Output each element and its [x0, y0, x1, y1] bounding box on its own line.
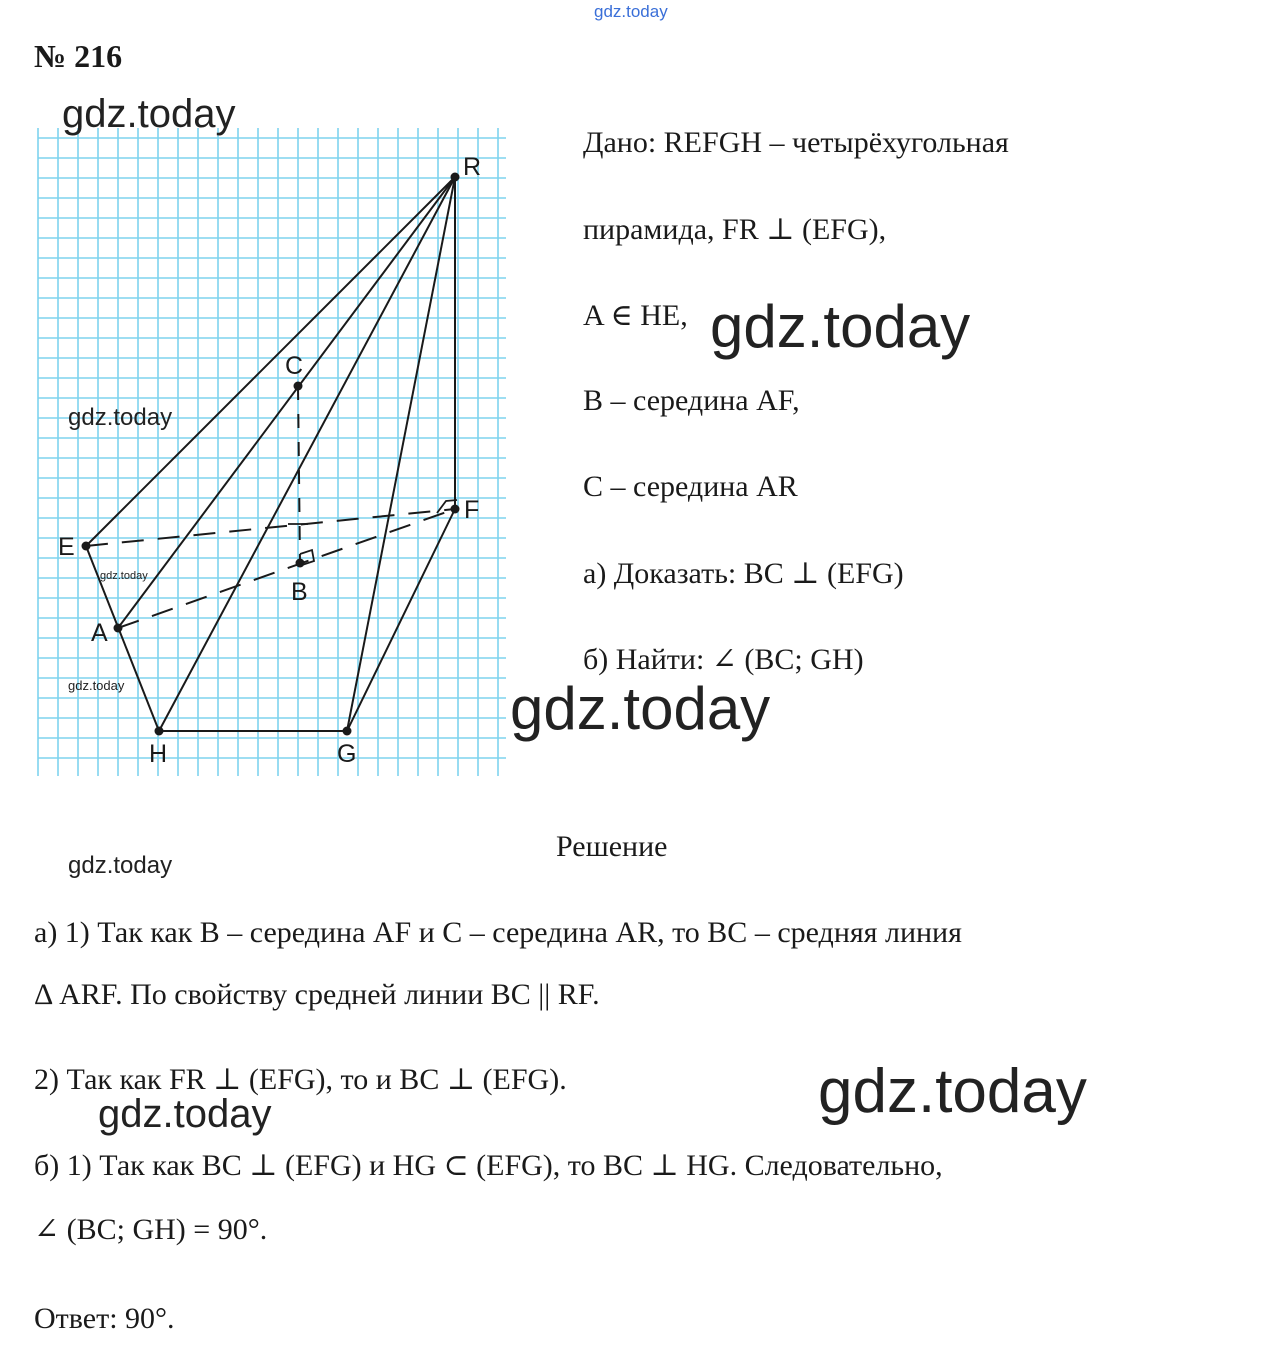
point-B [296, 559, 305, 568]
label-E: E [58, 533, 75, 561]
label-H: H [149, 740, 168, 768]
point-H [155, 727, 164, 736]
solution-a1-line-2: Δ ARF. По свойству средней линии BC || RF. [34, 978, 600, 1011]
watermark: gdz.today [710, 293, 971, 360]
solution-a1-line-1: а) 1) Так как B – середина AF и C – середина AR, то BC – средняя линия [34, 916, 962, 949]
answer: Ответ: 90°. [34, 1302, 175, 1335]
given-line-1: Дано: REFGH – четырёхугольная [583, 126, 1009, 159]
watermark: gdz.today [818, 1057, 1087, 1126]
solution-b1-line-1: б) 1) Так как BC ⊥ (EFG) и HG ⊂ (EFG), то BC ⊥ HG. Следовательно, [34, 1149, 943, 1182]
edge-RA [118, 177, 455, 628]
given-line-5: C – середина AR [583, 470, 798, 503]
watermark: gdz.today [510, 675, 771, 742]
problem-number: № 216 [34, 38, 123, 74]
label-R: R [463, 153, 482, 181]
given-line-6: а) Доказать: BC ⊥ (EFG) [583, 557, 904, 590]
label-A: A [91, 619, 108, 647]
pyramid-edges [86, 177, 455, 731]
given-line-7: б) Найти: ∠ (BC; GH) [583, 643, 864, 676]
watermark: gdz.today [62, 92, 236, 136]
edge-RE [86, 177, 455, 546]
watermark: gdz.today [98, 1092, 272, 1136]
point-C [294, 382, 303, 391]
label-G: G [337, 740, 357, 768]
solution-b1-line-2: ∠ (BC; GH) = 90°. [34, 1213, 268, 1246]
watermark: gdz.today [68, 678, 125, 693]
label-B: B [291, 578, 308, 606]
point-G [343, 727, 352, 736]
label-F: F [464, 496, 480, 524]
point-R [451, 173, 460, 182]
solution-title: Решение [556, 830, 668, 863]
point-F [451, 505, 460, 514]
point-E [82, 542, 91, 551]
given-line-4: B – середина AF, [583, 384, 800, 417]
watermark: gdz.today [68, 852, 173, 879]
top-watermark: gdz.today [594, 2, 668, 21]
watermark: gdz.today [68, 404, 173, 431]
edge-RH [159, 177, 455, 731]
given-line-3: A ∈ HE, [583, 299, 688, 332]
given-line-2: пирамида, FR ⊥ (EFG), [583, 213, 887, 246]
solution-a2: 2) Так как FR ⊥ (EFG), то и BC ⊥ (EFG). [34, 1063, 567, 1096]
label-C: C [285, 352, 304, 380]
watermark: gdz.today [100, 570, 148, 582]
point-A [114, 624, 123, 633]
